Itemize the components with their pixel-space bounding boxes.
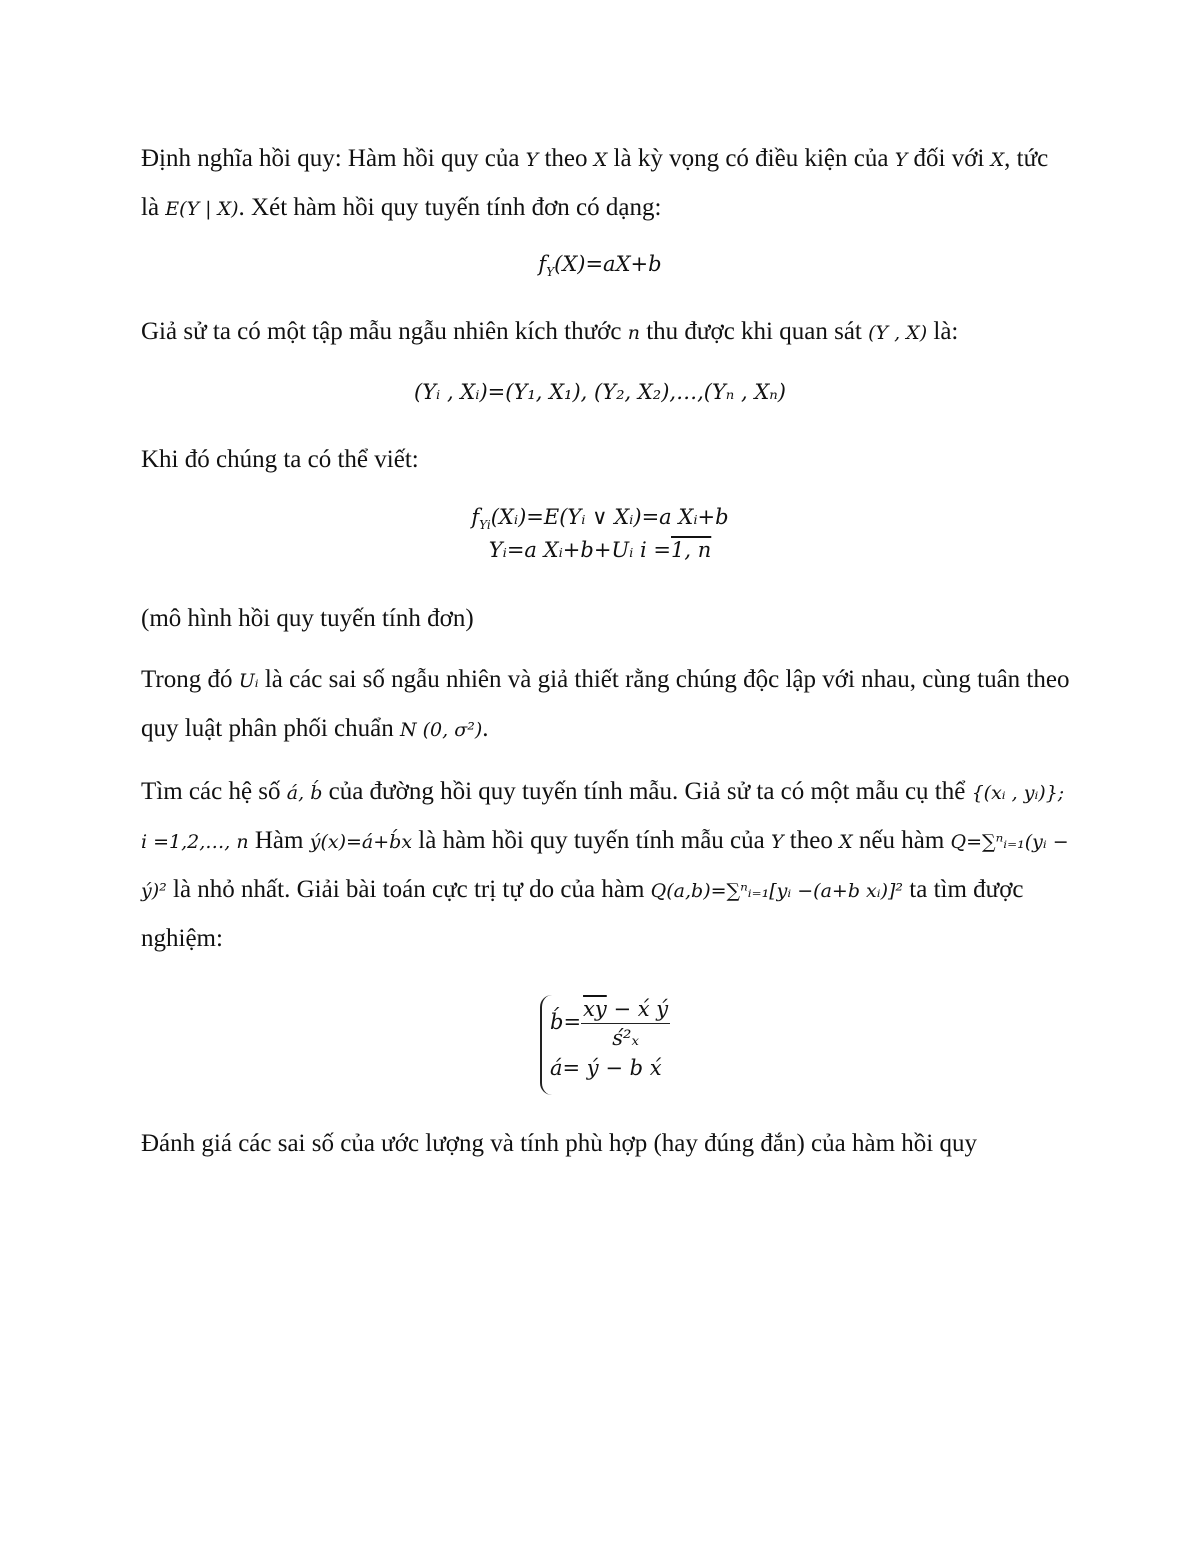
- text: đối với: [907, 145, 991, 172]
- math-var: Y: [525, 149, 539, 171]
- text: nếu hàm: [852, 827, 951, 854]
- eq-main: Yᵢ=a Xᵢ+b+Uᵢ i =: [488, 538, 672, 562]
- eq-mean-xy: $\overline{xy}$: [583, 997, 607, 1021]
- text: ta tìm được nghiệm:: [141, 876, 1024, 952]
- paragraph-then: Khi đó chúng ta có thể viết:: [141, 446, 419, 473]
- text: . Xét hàm hồi quy tuyến tính đơn có dạng:: [238, 194, 662, 221]
- eq-sub: Y: [546, 265, 555, 280]
- math-var: Uᵢ: [238, 670, 259, 692]
- math-expression: á, b́: [286, 782, 323, 804]
- equation-system-solution: [540, 995, 700, 1095]
- eq-lhs: b́=: [550, 1010, 582, 1034]
- math-var: X: [990, 149, 1005, 171]
- fraction-numerator: [581, 995, 670, 1024]
- math-expression: Q=∑ⁿᵢ₌₁(yᵢ − ý)²: [141, 831, 1069, 902]
- text: , tức là: [141, 145, 1049, 221]
- eq-range: 1, n: [671, 538, 712, 562]
- fraction: [581, 995, 670, 1052]
- text: là các sai số ngẫu nhiên và giả thiết rằng chúng độc lập với nhau, cùng tuân theo quy luật phân phối chuẩn: [141, 666, 1070, 742]
- text: là hàm hồi quy tuyến tính mẫu của: [412, 827, 771, 854]
- math-var: Y: [894, 149, 908, 171]
- math-expression: Q(a,b)=∑ⁿᵢ₌₁[yᵢ −(a+b xᵢ)]²: [650, 880, 904, 902]
- math-var: X: [593, 149, 608, 171]
- equation-b: [550, 995, 700, 1052]
- text: là nhỏ nhất. Giải bài toán cực trị tự do của hàm: [166, 876, 651, 903]
- text: Tìm các hệ số: [141, 778, 287, 805]
- math-var: Y: [771, 831, 784, 853]
- text: thu được khi quan sát: [639, 318, 869, 345]
- paragraph-sample: [141, 308, 1071, 357]
- eq-rest: (X)=aX+b: [554, 252, 662, 276]
- eq-sub: Yi: [479, 518, 491, 533]
- equation-regression-model: [0, 538, 1200, 562]
- math-var: n: [627, 322, 640, 344]
- math-expression: N (0, σ²): [399, 719, 483, 741]
- eq-rest: (Xᵢ)=E(Yᵢ ∨ Xᵢ)=a Xᵢ+b: [490, 505, 729, 529]
- math-expression: ý(x)=á+b́x: [309, 831, 413, 853]
- text: Hàm: [248, 827, 310, 854]
- eq-num-rest: − x́ ý: [606, 997, 669, 1021]
- text: là kỳ vọng có điều kiện của: [607, 145, 895, 172]
- equation-sample-set: (Yᵢ , Xᵢ)=(Y₁, X₁), (Y₂, X₂),…,(Yₙ , Xₙ): [414, 380, 786, 404]
- text: Định nghĩa hồi quy: Hàm hồi quy của: [141, 145, 526, 172]
- text: theo: [538, 145, 594, 172]
- equation-regression-function: [0, 505, 1200, 532]
- text: là:: [927, 318, 959, 345]
- paragraph-coefficients: [141, 768, 1071, 963]
- text: Giả sử ta có một tập mẫu ngẫu nhiên kích thước: [141, 318, 628, 345]
- equation-linear-model: [0, 252, 1200, 279]
- math-expression: (Y , X): [868, 322, 928, 344]
- text: của đường hồi quy tuyến tính mẫu. Giả sử ta có một mẫu cụ thể: [322, 778, 972, 805]
- equation-a: á= ý − b x́: [550, 1056, 662, 1080]
- fraction-denominator: ś²ₓ: [612, 1026, 639, 1050]
- paragraph-definition: [141, 135, 1071, 233]
- math-expression: {(xᵢ , yᵢ)}; i =1,2,…, n: [141, 782, 1065, 853]
- math-var: X: [839, 831, 853, 853]
- math-expression: E(Y | X): [165, 198, 239, 220]
- eq-f: f: [471, 505, 480, 529]
- paragraph-evaluation: Đánh giá các sai số của ước lượng và tính phù hợp (hay đúng đắn) của hàm hồi quy: [141, 1130, 977, 1157]
- paragraph-model-name: (mô hình hồi quy tuyến tính đơn): [141, 605, 474, 632]
- eq-f: f: [538, 252, 547, 276]
- text: Trong đó: [141, 666, 239, 693]
- text: theo: [783, 827, 840, 854]
- paragraph-errors: [141, 656, 1071, 754]
- text: .: [482, 715, 489, 742]
